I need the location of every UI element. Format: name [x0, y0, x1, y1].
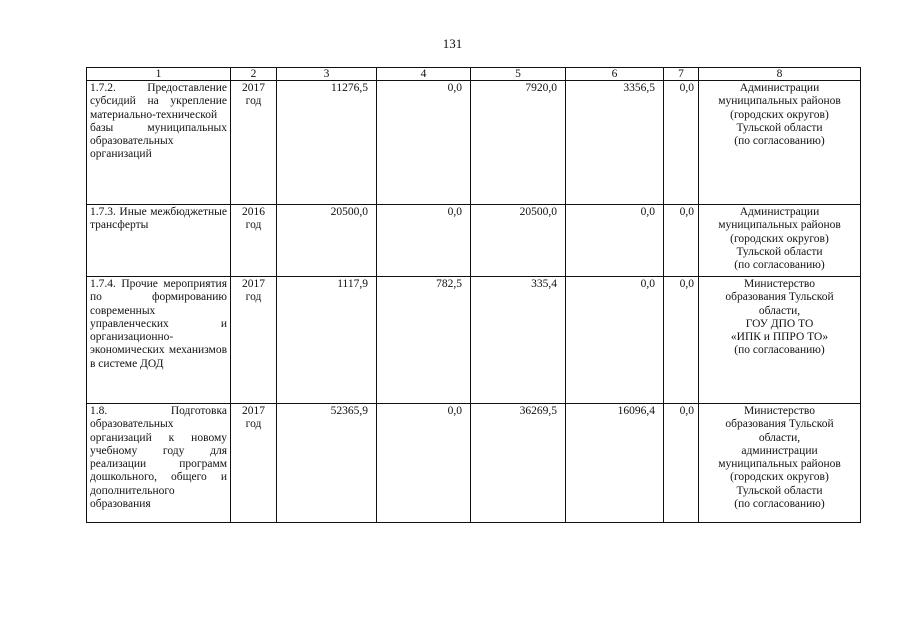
- page-number: 131: [442, 36, 463, 51]
- amount-col4: 0,0: [377, 205, 471, 277]
- executor-line: (городских округов): [730, 471, 829, 484]
- amount-col4: 0,0: [377, 404, 471, 523]
- amount-total: 1117,9: [277, 277, 377, 404]
- year-value: 2017: [242, 278, 265, 290]
- amount-col5: 20500,0: [471, 205, 566, 277]
- program-table: [86, 67, 861, 523]
- activity-year: [231, 81, 277, 205]
- activity-name: 1.8. Подготовка образовательных организаций к новому учебному году для реализации программ дошкольного, общего и дополнительного образования: [87, 404, 231, 523]
- year-value: 2017: [242, 82, 265, 94]
- column-header: 4: [377, 68, 471, 81]
- column-header: 2: [231, 68, 277, 81]
- year-value: 2017: [242, 405, 265, 417]
- activity-year: [231, 205, 277, 277]
- table-header-row: [87, 68, 861, 81]
- amount-col7: 0,0: [664, 277, 699, 404]
- table-row: [87, 81, 861, 205]
- amount-total: 52365,9: [277, 404, 377, 523]
- executor-line: (по согласованию): [734, 135, 825, 148]
- executor: [699, 277, 861, 404]
- year-unit: год: [245, 291, 262, 304]
- amount-col7: 0,0: [664, 404, 699, 523]
- amount-col4: 782,5: [377, 277, 471, 404]
- column-header: 8: [699, 68, 861, 81]
- activity-name: 1.7.2. Предоставление субсидий на укрепление материально-технической базы муниципальных образовательных организаций: [87, 81, 231, 205]
- executor-line: образования Тульской: [725, 291, 834, 304]
- executor-line: ГОУ ДПО ТО: [745, 317, 814, 330]
- amount-col6: 16096,4: [566, 404, 664, 523]
- executor: [699, 404, 861, 523]
- executor-line: области,: [758, 431, 801, 444]
- executor: [699, 205, 861, 277]
- executor-line: муниципальных районов: [718, 219, 841, 232]
- executor-line: Министерство: [744, 278, 815, 290]
- column-header: 1: [87, 68, 231, 81]
- executor-line: администрации: [741, 444, 818, 457]
- executor-line: образования Тульской: [725, 418, 834, 431]
- amount-col5: 36269,5: [471, 404, 566, 523]
- executor-line: Тульской области: [736, 121, 823, 134]
- executor-line: «ИПК и ППРО ТО»: [730, 331, 829, 344]
- executor-line: муниципальных районов: [718, 95, 841, 108]
- executor-line: (по согласованию): [734, 259, 825, 272]
- column-header: 7: [664, 68, 699, 81]
- year-unit: год: [245, 219, 262, 232]
- amount-col7: 0,0: [664, 81, 699, 205]
- executor-line: области,: [758, 304, 801, 317]
- amount-col5: 335,4: [471, 277, 566, 404]
- column-header: 6: [566, 68, 664, 81]
- executor-line: Тульской области: [736, 484, 823, 497]
- year-unit: год: [245, 95, 262, 108]
- year-value: 2016: [242, 206, 265, 218]
- activity-year: [231, 404, 277, 523]
- amount-col4: 0,0: [377, 81, 471, 205]
- executor-line: (по согласованию): [734, 498, 825, 511]
- executor-line: Администрации: [739, 206, 820, 218]
- amount-total: 20500,0: [277, 205, 377, 277]
- table-row: [87, 205, 861, 277]
- amount-col7: 0,0: [664, 205, 699, 277]
- column-header: 3: [277, 68, 377, 81]
- activity-name: 1.7.4. Прочие мероприятия по формированию современных управленческих и организационно-экономических механизмов в системе ДОД: [87, 277, 231, 404]
- amount-total: 11276,5: [277, 81, 377, 205]
- table-row: [87, 404, 861, 523]
- executor: [699, 81, 861, 205]
- amount-col6: 0,0: [566, 277, 664, 404]
- executor-line: Тульской области: [736, 245, 823, 258]
- amount-col6: 0,0: [566, 205, 664, 277]
- executor-line: (городских округов): [730, 108, 829, 121]
- year-unit: год: [245, 418, 262, 431]
- column-header: 5: [471, 68, 566, 81]
- activity-name: 1.7.3. Иные межбюджетные трансферты: [87, 205, 231, 277]
- executor-line: муниципальных районов: [718, 458, 841, 471]
- executor-line: (по согласованию): [734, 344, 825, 357]
- activity-year: [231, 277, 277, 404]
- amount-col5: 7920,0: [471, 81, 566, 205]
- executor-line: Администрации: [739, 82, 820, 94]
- table-row: [87, 277, 861, 404]
- executor-line: (городских округов): [730, 232, 829, 245]
- executor-line: Министерство: [744, 405, 815, 417]
- amount-col6: 3356,5: [566, 81, 664, 205]
